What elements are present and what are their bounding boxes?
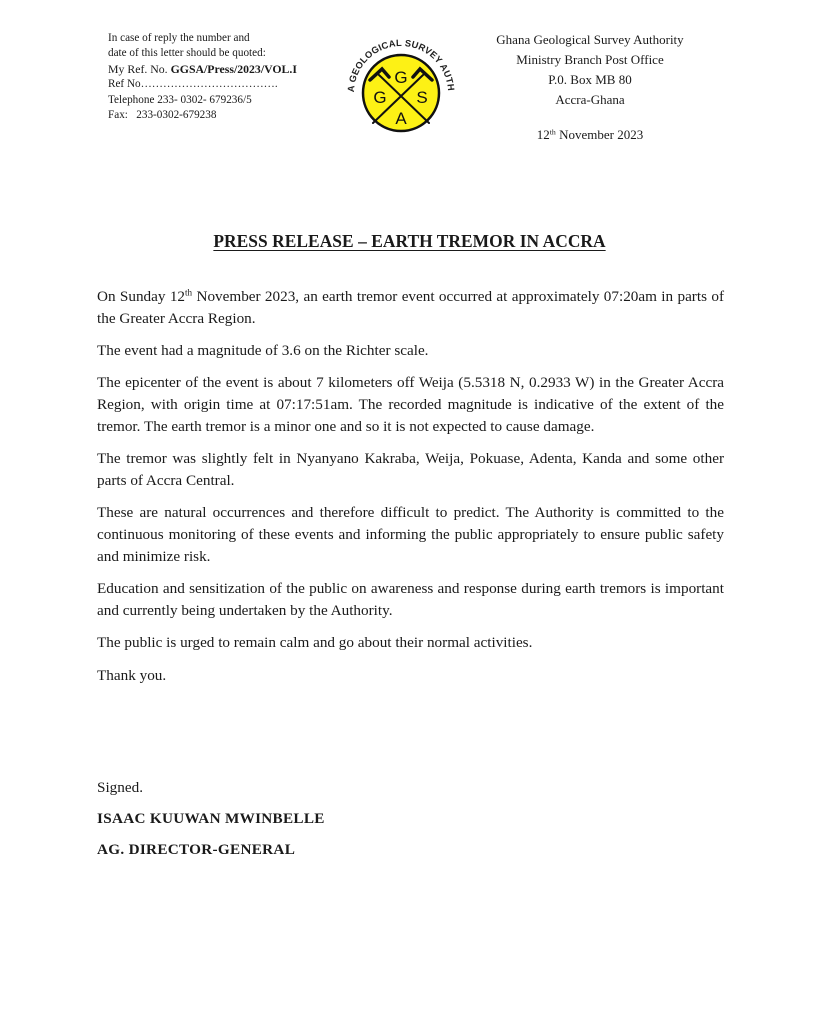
paragraph-thanks: Thank you. [97, 666, 167, 684]
press-release-title: PRESS RELEASE – EARTH TREMOR IN ACCRA [213, 231, 606, 251]
paragraph-calm: The public is urged to remain calm and go about their normal activities. [97, 634, 533, 652]
city: Accra-Ghana [555, 92, 625, 107]
address-block [495, 30, 685, 145]
post-office: Ministry Branch Post Office [516, 52, 664, 67]
my-ref-number [108, 61, 348, 77]
org-name: Ghana Geological Survey Authority [496, 32, 684, 47]
telephone: Telephone 233- 0302- 679236/5 [108, 93, 252, 106]
signatory-name: ISAAC KUUWAN MWINBELLE [97, 810, 325, 827]
reply-note-line-2: date of this letter should be quoted: [108, 47, 266, 60]
seal-letter-right: S [416, 88, 428, 107]
seal-letter-bottom: A [395, 109, 407, 128]
ggsa-logo [337, 25, 465, 153]
paragraph-event-rest: November 2023, an earth tremor event occurred at approximately 07:20am in parts of the Greater Accra Region. [97, 288, 724, 327]
my-ref-label: My Ref. No. [108, 62, 168, 77]
paragraph-felt-areas: The tremor was slightly felt in Nyanyano Kakraba, Weija, Pokuase, Adenta, Kanda and some other parts of Accra Central. [97, 450, 724, 490]
seal-ring-text: A GEOLOGICAL SURVEY AUTH [345, 37, 457, 93]
signed-label: Signed. [97, 779, 143, 796]
paragraph-magnitude: The event had a magnitude of 3.6 on the Richter scale. [97, 342, 429, 360]
paragraph-epicenter: The epicenter of the event is about 7 kilometers off Weija (5.5318 N, 0.2933 W) in the Greater Accra Region, with origin time at 07:17:51am. The recorded magnitude is indicative of the extent of the tremor. The earth tremor is a minor one and so it is not expected to cause damage. [97, 374, 724, 435]
seal-letter-left: G [373, 88, 387, 107]
date-day: 12 [536, 127, 550, 142]
signature-block [97, 777, 325, 870]
ref-no-line: Ref No………………………………. [108, 78, 278, 91]
fax: Fax: 233-0302-679238 [108, 108, 217, 121]
date-rest: November 2023 [555, 127, 644, 142]
date-suffix: th [549, 127, 556, 137]
letter-date [495, 125, 685, 145]
paragraph-event-start: On Sunday 12 [97, 288, 186, 305]
ggsa-seal-icon [337, 25, 465, 153]
reply-note-line-1: In case of reply the number and [108, 32, 250, 44]
paragraph-education: Education and sensitization of the public on awareness and response during earth tremors is important and currently being undertaken by the Authority. [97, 580, 724, 620]
my-ref-value: GGSA/Press/2023/VOL.I [167, 62, 297, 77]
press-release-body [97, 286, 724, 697]
seal-letter-top: G [394, 68, 408, 87]
paragraph-monitoring: These are natural occurrences and therefore difficult to predict. The Authority is committed to the continuous monitoring of these events and informing the public appropriately to ensure public safety and minimize risk. [97, 504, 724, 565]
paragraph-event [97, 286, 724, 330]
signatory-title: AG. DIRECTOR-GENERAL [97, 841, 296, 858]
ordinal-suffix: th [185, 287, 193, 298]
reference-block [108, 31, 348, 123]
po-box: P.0. Box MB 80 [548, 72, 632, 87]
